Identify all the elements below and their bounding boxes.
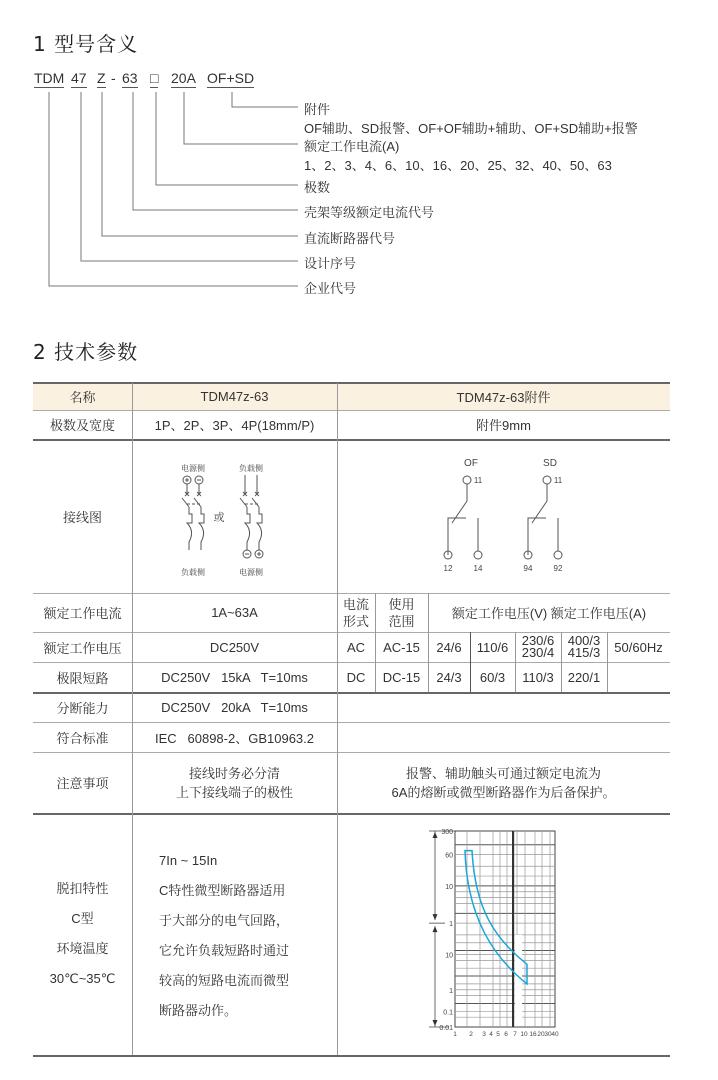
sd-terminal-92: 92 [553, 564, 563, 573]
sd-terminal-11: 11 [553, 476, 563, 485]
row-current-label: 额定工作电流 [43, 606, 122, 621]
of-terminal-12: 12 [443, 564, 453, 573]
sd-terminal-94: 94 [523, 564, 533, 573]
trip-label-line: 30℃~35℃ [49, 971, 116, 986]
trip-text-line: 7In ~ 15In [159, 853, 218, 868]
chart-x-tick-label: 2 [469, 1031, 473, 1038]
acc-header-current-type-line2: 形式 [342, 613, 369, 629]
label-accessory-options: OF辅助、SD报警、OF+OF辅助+辅助、OF+SD辅助+报警 [304, 121, 638, 136]
row-poles-value: 1P、2P、3P、4P(18mm/P) [154, 418, 315, 433]
chart-x-tick-label: 10 [520, 1031, 528, 1038]
of-contact-symbol [444, 476, 482, 559]
acc-header-current-type [337, 593, 375, 632]
trip-text-line: 较高的短路电流而微型 [159, 973, 290, 988]
chart-x-tick-label: 40 [551, 1031, 559, 1038]
row-standard-value: IEC 60898-2、GB10963.2 [155, 730, 314, 746]
chart-y-tick-label: 10 [445, 952, 453, 960]
acc-row-ac-value: 24/6 [436, 639, 462, 655]
acc-row-ac-value: 400/3 415/3 [567, 633, 601, 660]
label-poles: 极数 [304, 180, 331, 195]
label-accessory [304, 99, 638, 137]
row-wiring-label: 接线图 [62, 509, 102, 525]
acc-header-current-type-line1: 电流 [342, 596, 369, 612]
acc-header-usage [375, 593, 428, 632]
chart-arrow-up-icon [433, 926, 438, 932]
label-design: 设计序号 [304, 256, 357, 271]
trip-curve-chart [425, 823, 565, 1045]
label-accessory-title: 附件 [304, 102, 331, 117]
chart-y-tick-label: 0.01 [439, 1025, 453, 1032]
of-terminal-11: 11 [473, 476, 483, 485]
chart-y-tick-label: 60 [445, 852, 453, 860]
row-trip-description [159, 846, 289, 1026]
chart-y-tick-label: 300 [441, 829, 453, 836]
acc-row-dc-value: 60/3 [479, 669, 506, 685]
trip-label-line: C型 [71, 911, 94, 926]
chart-y-tick-label: 1 [449, 921, 453, 929]
breaker-symbol-b [240, 475, 263, 558]
row-voltage-label: 额定工作电压 [43, 640, 122, 656]
chart-trip-band-gap [515, 935, 522, 1026]
wiring-bottom-label-a: 负载侧 [181, 568, 205, 577]
chart-x-tick-label: 4 [489, 1031, 493, 1038]
row-trip-label [33, 813, 132, 1055]
chart-x-tick-label: 5 [496, 1031, 500, 1038]
acc-row-ac-type: AC [346, 639, 366, 655]
wiring-diagram-accessory [337, 439, 670, 593]
label-rated-current [304, 136, 612, 174]
acc-row-dc-type: DC [346, 669, 366, 685]
acc-row-dc-value: 220/1 [567, 669, 601, 685]
row-standard-label: 符合标准 [56, 730, 109, 746]
section-2-title: 2 技术参数 [33, 340, 139, 364]
code-part-dash: - [111, 70, 116, 86]
chart-x-tick-label: 3 [482, 1031, 486, 1038]
of-terminal-14: 14 [473, 564, 483, 573]
row-notes-value [132, 752, 337, 813]
chart-x-tick-label: 1 [453, 1031, 457, 1038]
chart-arrow-down-icon [433, 914, 438, 920]
acc-row-ac-value: 230/6 230/4 [521, 633, 555, 660]
label-enterprise: 企业代号 [304, 281, 357, 296]
acc-row-dc-value: 24/3 [436, 669, 462, 685]
trip-text-line: 它允许负载短路时通过 [159, 943, 290, 958]
chart-x-tick-label: 6 [504, 1031, 508, 1038]
wiring-top-label-b: 负载侧 [239, 464, 263, 473]
table-bottom-border [33, 1055, 670, 1057]
acc-row-dc-value: 110/3 [522, 669, 554, 685]
notes-accessory-line: 6A的熔断或微型断路器作为后备保护。 [391, 784, 616, 800]
header-col2: TDM47z-63附件 [456, 390, 551, 405]
code-part-accessory: OF+SD [207, 70, 255, 86]
chart-x-tick-label: 20 [537, 1031, 545, 1038]
trip-text-line: 断路器动作。 [159, 1003, 238, 1018]
wiring-top-label-a: 电源侧 [181, 464, 205, 473]
chart-x-tick-label: 30 [544, 1031, 552, 1038]
trip-label-line: 环境温度 [56, 941, 109, 956]
row-limit-value: DC250V 15kA T=10ms [161, 669, 308, 685]
wiring-bottom-label-b: 电源侧 [239, 568, 263, 577]
code-part-current: 20A [171, 70, 196, 86]
breaker-symbol-a [182, 476, 204, 550]
acc-header-usage-line2: 范围 [388, 613, 415, 629]
acc-row-ac-frequency: 50/60Hz [614, 639, 663, 655]
chart-y-tick-label: 10 [445, 883, 453, 891]
row-notes-accessory [337, 752, 670, 813]
row-notes-label: 注意事项 [56, 776, 109, 791]
sd-title: SD [543, 458, 557, 469]
header-name: 名称 [69, 390, 96, 405]
code-part-63: 63 [122, 70, 138, 86]
notes-line: 上下接线端子的极性 [175, 784, 293, 800]
label-dc-breaker: 直流断路器代号 [304, 231, 396, 246]
trip-label-line: 脱扣特性 [56, 881, 109, 896]
row-poles-accessory: 附件9mm [476, 418, 531, 433]
chart-frame [455, 831, 555, 1027]
notes-accessory-line: 报警、辅助触头可通过额定电流为 [405, 765, 601, 781]
of-title: OF [464, 458, 478, 469]
acc-row-dc-usage: DC-15 [382, 669, 421, 685]
row-breaking-value: DC250V 20kA T=10ms [161, 699, 308, 715]
trip-text-line: C特性微型断路器适用 [159, 883, 286, 898]
notes-line: 接线时务必分清 [188, 765, 280, 781]
row-current-value: 1A~63A [211, 605, 258, 620]
section-1-title: 1 型号含义 [33, 32, 139, 56]
trip-text-line: 于大部分的电气回路， [159, 913, 290, 928]
row-limit-label: 极限短路 [56, 670, 109, 686]
row-voltage-value: DC250V [209, 639, 260, 655]
chart-y-tick-label: 1 [449, 987, 453, 995]
label-rated-current-title: 额定工作电流(A) [304, 139, 400, 154]
sd-contact-symbol [524, 476, 562, 559]
spec-table [33, 383, 670, 1058]
chart-x-tick-label: 7 [513, 1031, 517, 1038]
row-breaking-label: 分断能力 [56, 700, 109, 716]
wiring-diagram-breaker [132, 439, 337, 593]
row-poles-label: 极数及宽度 [49, 418, 115, 433]
code-part-47: 47 [71, 70, 87, 86]
chart-y-tick-label: 0.1 [443, 1009, 453, 1017]
chart-arrow-down-icon [433, 1020, 438, 1026]
acc-row-ac-usage: AC-15 [383, 639, 420, 655]
acc-row-ac-value: 110/6 [476, 639, 509, 655]
code-part-tdm: TDM [34, 70, 65, 86]
acc-header-rated: 额定工作电压(V) 额定工作电压(A) [451, 606, 647, 621]
label-frame: 壳架等级额定电流代号 [304, 205, 435, 220]
chart-x-tick-label: 16 [529, 1031, 537, 1038]
wiring-or-label: 或 [213, 512, 225, 524]
code-part-poles: □ [150, 70, 159, 86]
header-col1: TDM47z-63 [200, 389, 269, 404]
chart-arrow-up-icon [433, 832, 438, 838]
acc-header-usage-line1: 使用 [388, 596, 415, 612]
label-rated-current-values: 1、2、3、4、6、10、16、20、25、32、40、50、63 [304, 158, 612, 173]
code-part-z: Z [97, 70, 106, 86]
